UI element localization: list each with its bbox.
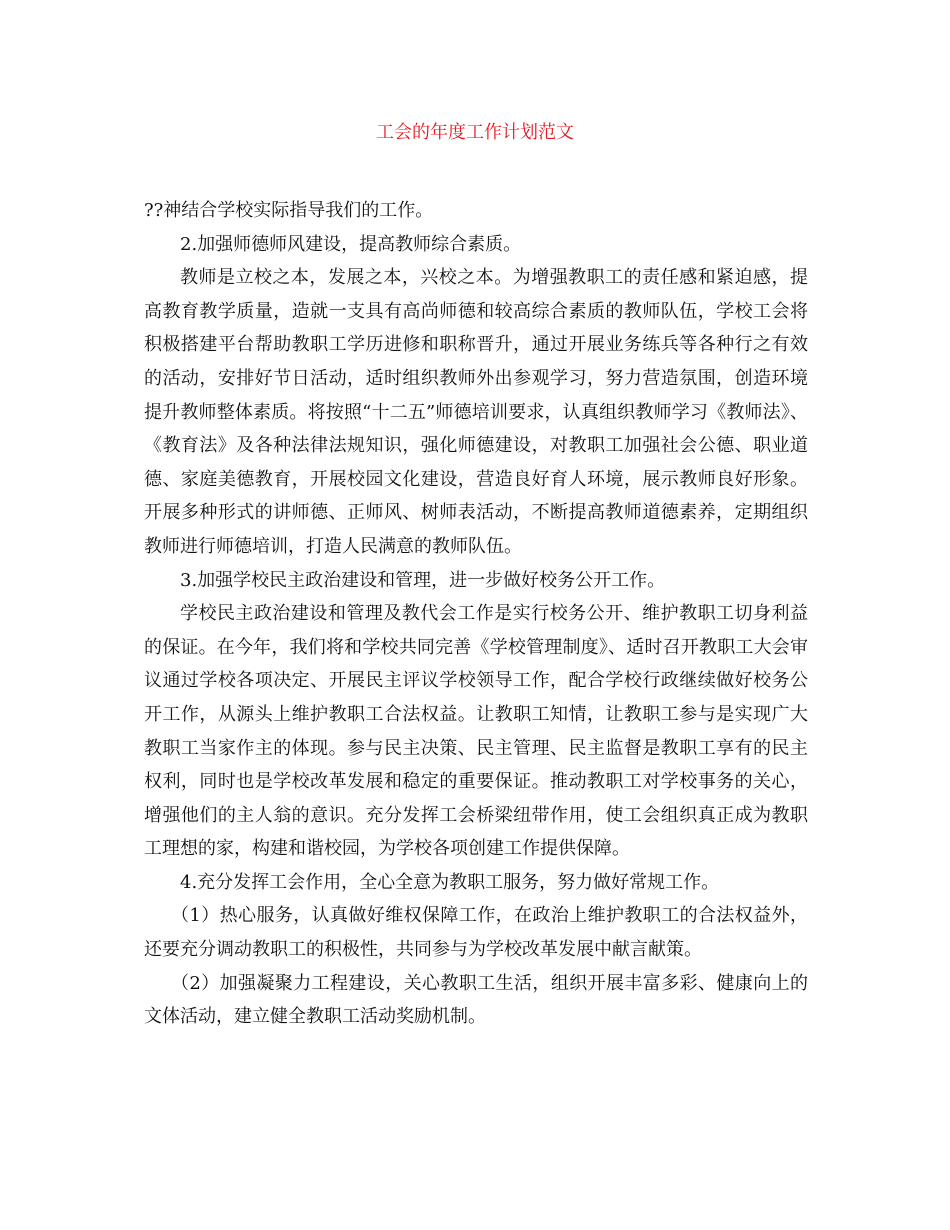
page-title: 工会的年度工作计划范文: [376, 122, 574, 143]
document-body: [144, 194, 808, 1034]
paragraph-1: ??神结合学校实际指导我们的工作。: [144, 200, 434, 221]
paragraph-5: 学校民主政治建设和管理及教代会工作是实行校务公开、维护教职工切身利益的保证。在今年，我们将和学校共同完善《学校管理制度》、适时召开教职工大会审议通过学校各项决定、开展民主评议学校领导工作，配合学校行政继续做好校务公开工作，从源头上维护教职工合法权益。让教职工知情，让教职工参与是实现广大教职工当家作主的体现。参与民主决策、民主管理、民主监督是教职工享有的民主权利，同时也是学校改革发展和稳定的重要保证。推动教职工对学校事务的关心，增强他们的主人翁的意识。充分发挥工会桥梁纽带作用，使工会组织真正成为教职工理想的家，构建和谐校园，为学校各项创建工作提供保障。: [144, 603, 808, 860]
section-heading-4: 4.充分发挥工会作用，全心全意为教职工服务，努力做好常规工作。: [180, 871, 720, 893]
section-heading-3: 3.加强学校民主政治建设和管理，进一步做好校务公开工作。: [180, 569, 666, 591]
list-item-1: （1）热心服务，认真做好维权保障工作，在政治上维护教职工的合法权益外，还要充分调动教职工的积极性，共同参与为学校改革发展中献言献策。: [144, 905, 808, 961]
section-heading-2: 2.加强师德师风建设，提高教师综合素质。: [180, 233, 522, 255]
list-item-2: （2）加强凝聚力工程建设，关心教职工生活，组织开展丰富多彩、健康向上的文体活动，建立健全教职工活动奖励机制。: [144, 972, 808, 1028]
paragraph-3: 教师是立校之本，发展之本，兴校之本。为增强教职工的责任感和紧迫感，提高教育教学质量，造就一支具有高尚师德和较高综合素质的教师队伍，学校工会将积极搭建平台帮助教职工学历进修和职称晋升，通过开展业务练兵等各种行之有效的活动，安排好节日活动，适时组织教师外出参观学习，努力营造氛围，创造环境提升教师整体素质。将按照“十二五”师德培训要求，认真组织教师学习《教师法》、《教育法》及各种法律法规知识，强化师德建设，对教职工加强社会公德、职业道德、家庭美德教育，开展校园文化建设，营造良好育人环境，展示教师良好形象。开展多种形式的讲师德、正师风、树师表活动，不断提高教师道德素养，定期组织教师进行师德培训，打造人民满意的教师队伍。: [144, 267, 808, 557]
